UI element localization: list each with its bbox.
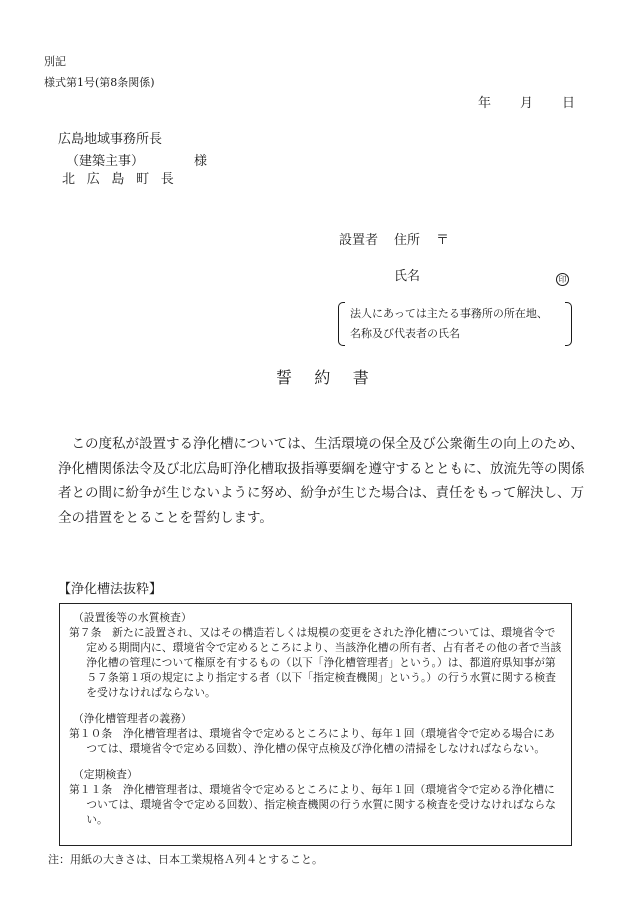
section-text: 第１１条 浄化槽管理者は、環境省令で定めるところにより、毎年１回（環境省令で定める浄化槽については、環境省令で定める回数）、指定検査機関の行う水質に関する検査を受けなければならない。 [69, 783, 556, 826]
addressee-town-mayor: 北広島町長 [62, 172, 186, 187]
addressee-office: 広島地域事務所長 [58, 132, 163, 147]
law-excerpt-box [59, 603, 572, 846]
section-text: 第１０条 浄化槽管理者は、環境省令で定めるところにより、毎年１回（環境省令で定める場合にあつては、環境省令で定める回数）、浄化槽の保守点検及び浄化槽の清掃をしなければならない。 [69, 727, 555, 755]
pledge-paragraph: この度私が設置する浄化槽については、生活環境の保全及び公衆衛生の向上のため、浄化槽関係法令及び北広島町浄化槽取扱指導要綱を遵守するとともに、放流先等の関係者との間に紛争が生じないように努め、紛争が生じた場合は、責任をもって解決し、万全の措置をとることを誓約します。 [58, 436, 585, 526]
section-text: 第７条 新たに設置され、又はその構造若しくは規模の変更をされた浄化槽については、環境省令で定める期間内に、環境省令で定めるところにより、当該浄化槽の所有者、占有者その他の者で当該浄化槽の管理について権原を有するもの（以下「浄化槽管理者」という。）は、都道府県知事が第５７条第１項の規定により指定する者（以下「指定検査機関」という。）の行う水質に関する検査を受けなければならない。 [69, 626, 562, 699]
date-month: 月 [520, 96, 534, 111]
seal-mark [556, 267, 569, 286]
law-section-7 [69, 610, 563, 700]
date-day: 日 [562, 96, 576, 111]
section-caption: （設置後等の水質検査） [73, 611, 192, 624]
bracket-right [565, 302, 572, 346]
addressee-honorific: 様 [194, 154, 208, 169]
law-section-11 [69, 767, 563, 827]
corporate-note-bracket [338, 302, 572, 344]
section-caption: （浄化槽管理者の義務） [73, 712, 192, 725]
installer-label: 設置者 [339, 233, 379, 248]
document-title: 誓約書 [276, 368, 392, 387]
seal-icon: 印 [556, 273, 569, 286]
postal-mark: 〒 [436, 233, 450, 248]
appendix-label: 別記 [44, 55, 66, 68]
law-excerpt-heading: 【浄化槽法抜粋】 [58, 582, 163, 597]
corporate-note-line1: 法人にあっては主たる事務所の所在地、 [350, 307, 548, 320]
pledge-body [58, 432, 590, 530]
section-caption: （定期検査） [73, 768, 138, 781]
law-section-10 [69, 711, 563, 756]
paper-size-footnote: 注：用紙の大きさは、日本工業規格Ａ列４とすること。 [48, 853, 323, 866]
name-label: 氏名 [394, 269, 421, 284]
address-label: 住所 [394, 233, 421, 248]
addressee-official: （建築主事） [66, 154, 145, 169]
corporate-note-line2: 名称及び代表者の氏名 [350, 327, 460, 340]
date-year: 年 [478, 96, 492, 111]
form-number: 様式第1号(第8条関係) [44, 76, 155, 89]
bracket-left [338, 302, 345, 346]
